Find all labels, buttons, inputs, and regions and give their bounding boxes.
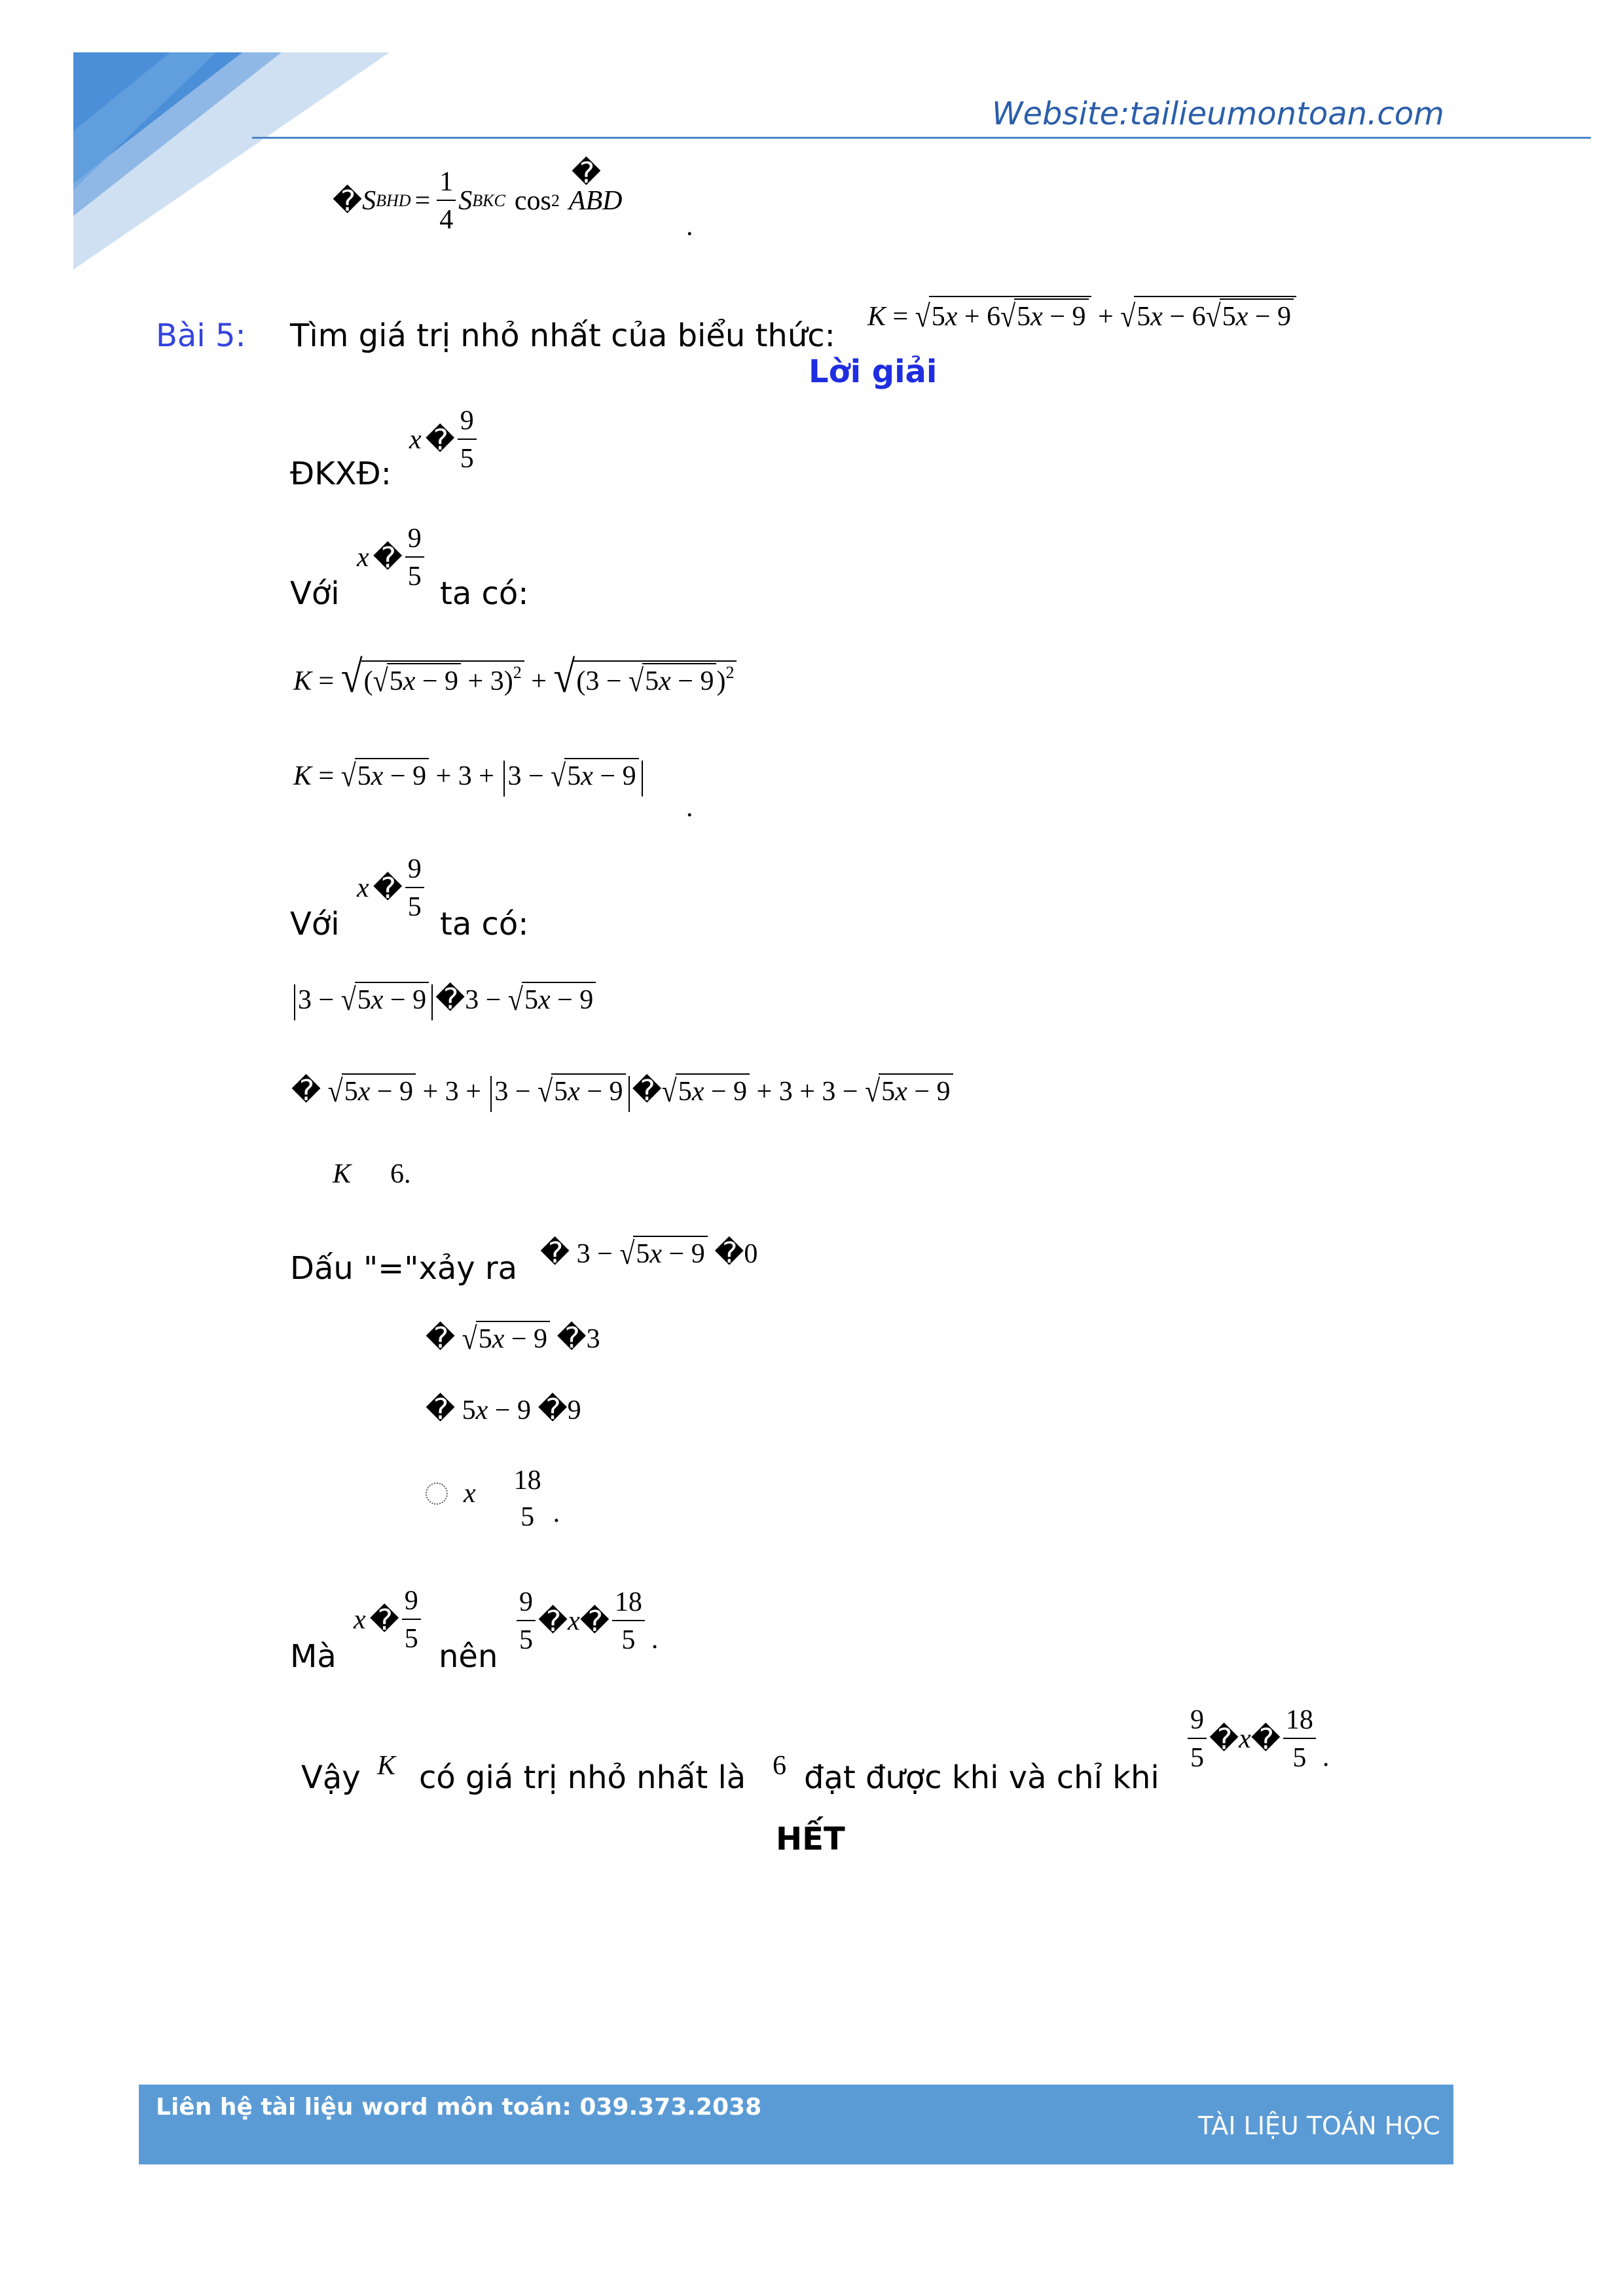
fraction-one-quarter: $\frac{1}{4}$ bbox=[437, 168, 456, 234]
website-link[interactable]: Website:tailieumontoan.com bbox=[992, 96, 1444, 132]
voi-label-1: Với bbox=[290, 575, 340, 612]
area-sub-bhd: BHD bbox=[376, 191, 411, 210]
inequality-sum: � √5x − 9 + 3 + 3 − √5x − 9 �√5x − 9 + 3 + 3 − √5x − 9 bbox=[291, 1073, 953, 1112]
formula-area-relation bbox=[333, 158, 622, 243]
period: . bbox=[686, 211, 693, 242]
equation-k-squared: $K = √(√5x - 9 + 3)^2 + √(3 - √5x - 9)^2$ bbox=[293, 655, 737, 700]
conclusion-text-2: đạt được khi và chỉ khi bbox=[804, 1759, 1159, 1796]
angle-abd: � ABD bbox=[568, 156, 623, 216]
dkxd-condition: x � $\frac{9}{5}$ bbox=[409, 407, 479, 473]
area-sub-bkc: BKC bbox=[472, 191, 505, 210]
footer-contact[interactable]: Liên hệ tài liệu word môn toán: 039.373.2038 bbox=[156, 2094, 762, 2121]
conclusion-k: K bbox=[377, 1751, 396, 1781]
cos-power: 2 bbox=[551, 191, 560, 210]
footer-brand: TÀI LIỆU TOÁN HỌC bbox=[1198, 2111, 1440, 2140]
voi-condition-2: x � $\frac{9}{5}$ bbox=[357, 855, 427, 921]
area-symbol: S bbox=[362, 186, 376, 216]
header-decoration bbox=[0, 0, 458, 288]
conclusion-text-1: có giá trị nhỏ nhất là bbox=[419, 1759, 746, 1796]
header-rule bbox=[252, 137, 1591, 139]
problem-formula: K = √5x + 6√5x − 9 + √5x − 6√5x − 9 bbox=[867, 296, 1296, 332]
equality-cond-2: � √5x − 9 �3 bbox=[426, 1321, 600, 1357]
end-marker: HẾT bbox=[776, 1821, 845, 1857]
period: . bbox=[686, 793, 693, 823]
equation-k-abs: K = √5x − 9 + 3 + 3 − √5x − 9 bbox=[293, 758, 646, 797]
k-min-line: K 6. bbox=[333, 1159, 411, 1189]
ma-label: Mà bbox=[290, 1638, 337, 1675]
conclusion-vay: Vậy bbox=[301, 1759, 361, 1796]
equals: = bbox=[414, 186, 431, 216]
problem-label: Bài 5: bbox=[156, 317, 246, 354]
equality-cond-4: x 18 5 . bbox=[426, 1456, 560, 1531]
equality-cond-3: � 5x − 9 �9 bbox=[426, 1393, 581, 1426]
equality-cond-1: � 3 − √5x − 9 �0 bbox=[540, 1236, 758, 1272]
equality-label: Dấu "="xảy ra bbox=[290, 1250, 518, 1287]
area-symbol-2: S bbox=[458, 186, 473, 216]
voi-condition-1: x � $\frac{9}{5}$ bbox=[357, 525, 427, 590]
inequality-abs: 3 − √5x − 9 �3 − √5x − 9 bbox=[291, 982, 596, 1020]
conclusion-range: $\frac{9}{5}$ � x � $\frac{18}{5}$ . bbox=[1185, 1705, 1329, 1773]
voi-after-1: ta có: bbox=[440, 575, 529, 612]
solution-title: Lời giải bbox=[809, 353, 938, 390]
unknown-symbol: � bbox=[333, 184, 363, 218]
ma-range: $\frac{9}{5}$ � x � $\frac{18}{5}$ . bbox=[514, 1587, 658, 1655]
voi-after-2: ta có: bbox=[440, 906, 529, 942]
nen-label: nên bbox=[439, 1638, 498, 1675]
ma-condition: x � $\frac{9}{5}$ bbox=[354, 1587, 424, 1653]
conclusion-six: 6 bbox=[773, 1751, 786, 1781]
cos: cos bbox=[514, 186, 551, 216]
dkxd-label: ĐKXĐ: bbox=[290, 456, 392, 492]
problem-text: Tìm giá trị nhỏ nhất của biểu thức: bbox=[290, 317, 835, 354]
voi-label-2: Với bbox=[290, 906, 340, 942]
